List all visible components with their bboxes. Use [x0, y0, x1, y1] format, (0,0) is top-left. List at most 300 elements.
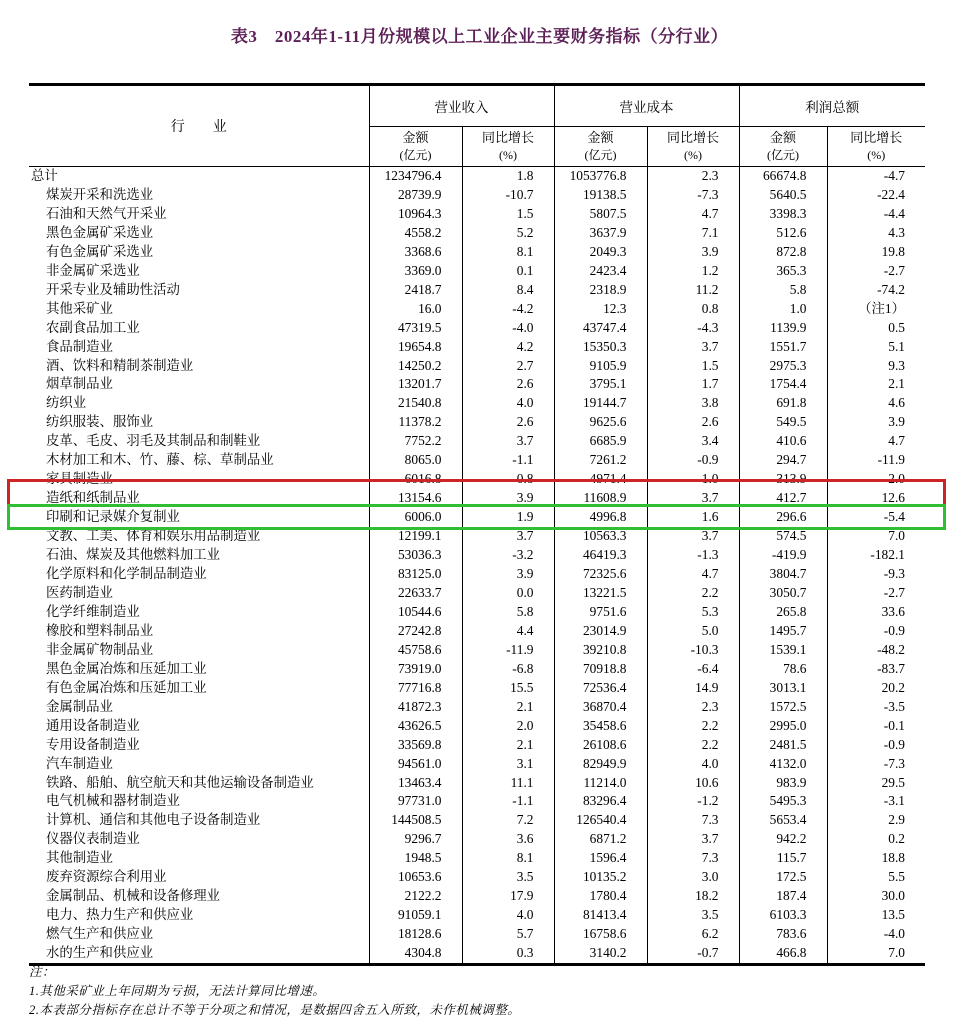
value-cell: 3.7 — [647, 489, 739, 508]
value-cell: 3637.9 — [554, 224, 647, 243]
industry-name: 石油和天然气开采业 — [29, 205, 369, 224]
value-cell: -419.9 — [739, 546, 827, 565]
value-cell: 2481.5 — [739, 736, 827, 755]
value-cell: 172.5 — [739, 868, 827, 887]
table-row — [29, 357, 925, 376]
value-cell: -7.3 — [647, 186, 739, 205]
value-cell: 5.0 — [647, 622, 739, 641]
value-cell: -0.1 — [883, 717, 905, 733]
value-cell: 28739.9 — [369, 186, 462, 205]
table-row — [29, 489, 925, 508]
value-cell: -4.4 — [883, 205, 905, 221]
value-cell: -48.2 — [877, 641, 905, 657]
footnotes — [29, 963, 520, 1020]
value-cell: 46419.3 — [554, 546, 647, 565]
value-cell: 3.5 — [647, 906, 739, 925]
value-cell: 3.8 — [647, 394, 739, 413]
value-cell: 7.1 — [647, 224, 739, 243]
value-cell: 4304.8 — [369, 944, 462, 964]
table-row — [29, 679, 925, 698]
value-cell: 313.9 — [739, 470, 827, 489]
value-cell: 33.6 — [881, 603, 905, 619]
value-cell: 5.2 — [462, 224, 554, 243]
value-cell: 2.1 — [462, 736, 554, 755]
industry-name: 印刷和记录媒介复制业 — [29, 508, 369, 527]
industry-name: 计算机、通信和其他电子设备制造业 — [29, 811, 369, 830]
value-cell: 45758.6 — [369, 641, 462, 660]
value-cell: 16758.6 — [554, 925, 647, 944]
column-header-revenue-growth — [462, 127, 554, 167]
value-cell: 4996.8 — [554, 508, 647, 527]
value-cell: 410.6 — [739, 432, 827, 451]
value-cell: 4.0 — [462, 394, 554, 413]
value-cell: 2.6 — [462, 375, 554, 394]
value-cell: 16.0 — [369, 300, 462, 319]
value-cell: 2122.2 — [369, 887, 462, 906]
value-cell: -4.3 — [647, 319, 739, 338]
value-cell: 20.2 — [881, 679, 905, 695]
table-title: 表3 2024年1-11月份规模以上工业企业主要财务指标（分行业） — [230, 27, 729, 46]
value-cell: -10.7 — [462, 186, 554, 205]
value-cell: -2.7 — [883, 584, 905, 600]
table-row — [29, 925, 925, 944]
value-cell: 3795.1 — [554, 375, 647, 394]
value-cell: 13463.4 — [369, 774, 462, 793]
industry-name: 通用设备制造业 — [29, 717, 369, 736]
value-cell: 11.2 — [647, 281, 739, 300]
value-cell: 783.6 — [739, 925, 827, 944]
table-body — [29, 167, 925, 965]
value-cell: -1.2 — [647, 792, 739, 811]
value-cell: 6006.0 — [369, 508, 462, 527]
table-row — [29, 736, 925, 755]
value-cell: -6.8 — [462, 660, 554, 679]
value-cell: -0.7 — [647, 944, 739, 964]
value-cell: 126540.4 — [554, 811, 647, 830]
value-cell: 0.2 — [888, 831, 905, 847]
value-cell: 549.5 — [739, 413, 827, 432]
value-cell: 3140.2 — [554, 944, 647, 964]
value-cell: 19654.8 — [369, 338, 462, 357]
value-cell: 8.1 — [462, 849, 554, 868]
sub-unit: (亿元) — [584, 148, 617, 162]
table-row — [29, 262, 925, 281]
footnote-item: 2.本表部分指标存在总计不等于分项之和情况，是数据四舍五入所致，未作机械调整。 — [29, 1003, 521, 1017]
industry-name: 橡胶和塑料制品业 — [29, 622, 369, 641]
industry-name: 其他制造业 — [29, 849, 369, 868]
table-container — [29, 83, 925, 966]
value-cell: 26108.6 — [554, 736, 647, 755]
value-cell: 10653.6 — [369, 868, 462, 887]
value-cell: 3398.3 — [739, 205, 827, 224]
table-row — [29, 243, 925, 262]
value-cell: 1.5 — [462, 205, 554, 224]
value-cell: 8065.0 — [369, 451, 462, 470]
column-header-profit-growth — [827, 127, 925, 167]
table-row — [29, 451, 925, 470]
value-cell: 5807.5 — [554, 205, 647, 224]
value-cell: （注1） — [858, 300, 905, 316]
value-cell: -1.1 — [462, 792, 554, 811]
table-row — [29, 906, 925, 925]
value-cell: 512.6 — [739, 224, 827, 243]
industry-name: 开采专业及辅助性活动 — [29, 281, 369, 300]
value-cell: 14.9 — [647, 679, 739, 698]
table-row — [29, 887, 925, 906]
value-cell: 66674.8 — [739, 167, 827, 186]
value-cell: 2.9 — [888, 812, 905, 828]
value-cell: 10135.2 — [554, 868, 647, 887]
industry-name: 专用设备制造业 — [29, 736, 369, 755]
table-row — [29, 527, 925, 546]
sub-unit: (%) — [684, 148, 702, 162]
industry-name: 燃气生产和供应业 — [29, 925, 369, 944]
value-cell: 18128.6 — [369, 925, 462, 944]
industry-name: 仪器仪表制造业 — [29, 830, 369, 849]
value-cell: -11.9 — [462, 641, 554, 660]
table-row — [29, 622, 925, 641]
value-cell: 36870.4 — [554, 698, 647, 717]
table-row — [29, 717, 925, 736]
table-row — [29, 774, 925, 793]
value-cell: 2975.3 — [739, 357, 827, 376]
value-cell: 1948.5 — [369, 849, 462, 868]
value-cell: 11378.2 — [369, 413, 462, 432]
table-row — [29, 281, 925, 300]
industry-name: 木材加工和木、竹、藤、棕、草制品业 — [29, 451, 369, 470]
value-cell: 2049.3 — [554, 243, 647, 262]
value-cell: 41872.3 — [369, 698, 462, 717]
industry-name: 其他采矿业 — [29, 300, 369, 319]
table-row — [29, 792, 925, 811]
value-cell: 10964.3 — [369, 205, 462, 224]
table-row — [29, 603, 925, 622]
value-cell: 3013.1 — [739, 679, 827, 698]
value-cell: 1551.7 — [739, 338, 827, 357]
industry-name: 煤炭开采和洗选业 — [29, 186, 369, 205]
value-cell: -4.0 — [462, 319, 554, 338]
value-cell: 97731.0 — [369, 792, 462, 811]
value-cell: 13221.5 — [554, 584, 647, 603]
value-cell: 2418.7 — [369, 281, 462, 300]
value-cell: 30.0 — [881, 888, 905, 904]
industry-name: 汽车制造业 — [29, 755, 369, 774]
value-cell: 2.6 — [647, 413, 739, 432]
table-row — [29, 167, 925, 186]
value-cell: -10.3 — [647, 641, 739, 660]
value-cell: 47319.5 — [369, 319, 462, 338]
table-row — [29, 811, 925, 830]
value-cell: 23014.9 — [554, 622, 647, 641]
value-cell: 15.5 — [462, 679, 554, 698]
value-cell: 1.8 — [462, 167, 554, 186]
value-cell: 13.5 — [881, 907, 905, 923]
value-cell: 7752.2 — [369, 432, 462, 451]
table-row — [29, 546, 925, 565]
footnote-item: 1.其他采矿业上年同期为亏损，无法计算同比增速。 — [29, 984, 326, 998]
table-row — [29, 641, 925, 660]
sub-unit: (%) — [867, 148, 886, 162]
value-cell: -4.2 — [462, 300, 554, 319]
value-cell: 70918.8 — [554, 660, 647, 679]
value-cell: 4.6 — [888, 395, 905, 411]
table-row — [29, 584, 925, 603]
value-cell: 1780.4 — [554, 887, 647, 906]
industry-name: 纺织服装、服饰业 — [29, 413, 369, 432]
value-cell: 3.1 — [462, 755, 554, 774]
industry-name: 医药制造业 — [29, 584, 369, 603]
value-cell: 82949.9 — [554, 755, 647, 774]
value-cell: 4.7 — [647, 205, 739, 224]
value-cell: 7.0 — [888, 945, 905, 961]
industry-name: 农副食品加工业 — [29, 319, 369, 338]
value-cell: 10.6 — [647, 774, 739, 793]
industry-name: 金属制品、机械和设备修理业 — [29, 887, 369, 906]
table-row — [29, 432, 925, 451]
value-cell: 574.5 — [739, 527, 827, 546]
value-cell: 4558.2 — [369, 224, 462, 243]
value-cell: 2.3 — [647, 698, 739, 717]
value-cell: 5.5 — [888, 869, 905, 885]
value-cell: 12199.1 — [369, 527, 462, 546]
value-cell: 7.0 — [888, 528, 905, 544]
table-header — [29, 85, 925, 167]
value-cell: 3.9 — [462, 489, 554, 508]
table-row — [29, 508, 925, 527]
value-cell: 10563.3 — [554, 527, 647, 546]
value-cell: 19.8 — [881, 243, 905, 259]
value-cell: 466.8 — [739, 944, 827, 964]
value-cell: 83296.4 — [554, 792, 647, 811]
column-group-profit: 利润总额 — [739, 85, 925, 127]
industry-name: 铁路、船舶、航空航天和其他运输设备制造业 — [29, 774, 369, 793]
industry-name: 皮革、毛皮、羽毛及其制品和制鞋业 — [29, 432, 369, 451]
value-cell: 187.4 — [739, 887, 827, 906]
value-cell: -3.1 — [883, 793, 905, 809]
column-header-cost-growth — [647, 127, 739, 167]
value-cell: 22633.7 — [369, 584, 462, 603]
industry-name: 食品制造业 — [29, 338, 369, 357]
industry-name: 家具制造业 — [29, 470, 369, 489]
value-cell: -0.9 — [883, 736, 905, 752]
value-cell: 872.8 — [739, 243, 827, 262]
value-cell: 3368.6 — [369, 243, 462, 262]
value-cell: 0.0 — [462, 584, 554, 603]
value-cell: 4.7 — [647, 565, 739, 584]
value-cell: 3.7 — [462, 527, 554, 546]
value-cell: 9625.6 — [554, 413, 647, 432]
table-row — [29, 868, 925, 887]
value-cell: 11.1 — [462, 774, 554, 793]
value-cell: 17.9 — [462, 887, 554, 906]
value-cell: 115.7 — [739, 849, 827, 868]
value-cell: 12.6 — [881, 490, 905, 506]
value-cell: 18.8 — [881, 850, 905, 866]
value-cell: 18.2 — [647, 887, 739, 906]
value-cell: 3.5 — [462, 868, 554, 887]
value-cell: 8.1 — [462, 243, 554, 262]
value-cell: 29.5 — [881, 774, 905, 790]
value-cell: 2.1 — [462, 698, 554, 717]
industry-name: 非金属矿采选业 — [29, 262, 369, 281]
value-cell: -9.3 — [883, 566, 905, 582]
value-cell: -4.0 — [883, 926, 905, 942]
value-cell: 3.7 — [647, 527, 739, 546]
industry-name: 非金属矿物制品业 — [29, 641, 369, 660]
value-cell: 43747.4 — [554, 319, 647, 338]
value-cell: 5495.3 — [739, 792, 827, 811]
value-cell: 3.9 — [888, 414, 905, 430]
industry-name: 水的生产和供应业 — [29, 944, 369, 964]
value-cell: 365.3 — [739, 262, 827, 281]
industry-name: 酒、饮料和精制茶制造业 — [29, 357, 369, 376]
group-header-row — [29, 85, 925, 127]
sub-unit: (%) — [499, 148, 517, 162]
value-cell: 33569.8 — [369, 736, 462, 755]
value-cell: 9105.9 — [554, 357, 647, 376]
value-cell: 3.0 — [647, 868, 739, 887]
value-cell: -182.1 — [870, 547, 905, 563]
value-cell: 27242.8 — [369, 622, 462, 641]
value-cell: 1.0 — [739, 300, 827, 319]
value-cell: 43626.5 — [369, 717, 462, 736]
value-cell: 2.1 — [888, 376, 905, 392]
value-cell: 19138.5 — [554, 186, 647, 205]
value-cell: 72325.6 — [554, 565, 647, 584]
value-cell: 91059.1 — [369, 906, 462, 925]
value-cell: 11214.0 — [554, 774, 647, 793]
table-row — [29, 698, 925, 717]
value-cell: 1.6 — [647, 508, 739, 527]
value-cell: 2.0 — [462, 717, 554, 736]
value-cell: 2.2 — [647, 736, 739, 755]
value-cell: 6.2 — [647, 925, 739, 944]
value-cell: -2.7 — [883, 262, 905, 278]
table-row — [29, 413, 925, 432]
value-cell: 94561.0 — [369, 755, 462, 774]
value-cell: 9296.7 — [369, 830, 462, 849]
industry-name: 有色金属冶炼和压延加工业 — [29, 679, 369, 698]
value-cell: 2.7 — [462, 357, 554, 376]
value-cell: -1.1 — [462, 451, 554, 470]
value-cell: 7.2 — [462, 811, 554, 830]
table-row — [29, 319, 925, 338]
sub-label: 同比增长 — [481, 130, 534, 145]
value-cell: 5.3 — [647, 603, 739, 622]
value-cell: 5.1 — [888, 338, 905, 354]
value-cell: -4.7 — [883, 168, 905, 183]
value-cell: 11608.9 — [554, 489, 647, 508]
value-cell: 78.6 — [739, 660, 827, 679]
value-cell: 294.7 — [739, 451, 827, 470]
value-cell: 983.9 — [739, 774, 827, 793]
value-cell: 4.7 — [888, 433, 905, 449]
value-cell: 7261.2 — [554, 451, 647, 470]
value-cell: -1.3 — [647, 546, 739, 565]
value-cell: 72536.4 — [554, 679, 647, 698]
value-cell: 3369.0 — [369, 262, 462, 281]
value-cell: 1754.4 — [739, 375, 827, 394]
sub-label: 金额 — [587, 130, 614, 145]
value-cell: -0.9 — [883, 622, 905, 638]
value-cell: 0.5 — [888, 319, 905, 335]
value-cell: 3.7 — [647, 338, 739, 357]
value-cell: 9751.6 — [554, 603, 647, 622]
value-cell: 2.0 — [888, 471, 905, 487]
value-cell: 3.9 — [462, 565, 554, 584]
value-cell: 3.9 — [647, 243, 739, 262]
value-cell: -22.4 — [877, 186, 905, 202]
value-cell: 5640.5 — [739, 186, 827, 205]
value-cell: -5.4 — [883, 509, 905, 525]
table-row — [29, 205, 925, 224]
industry-name: 化学原料和化学制品制造业 — [29, 565, 369, 584]
value-cell: 3.4 — [647, 432, 739, 451]
value-cell: 2.3 — [647, 167, 739, 186]
value-cell: 0.1 — [462, 262, 554, 281]
value-cell: -3.5 — [883, 698, 905, 714]
value-cell: 7.3 — [647, 849, 739, 868]
value-cell: 3.7 — [647, 830, 739, 849]
value-cell: -83.7 — [877, 660, 905, 676]
value-cell: 4.2 — [462, 338, 554, 357]
value-cell: 10544.6 — [369, 603, 462, 622]
value-cell: 1495.7 — [739, 622, 827, 641]
value-cell: 1596.4 — [554, 849, 647, 868]
value-cell: 3804.7 — [739, 565, 827, 584]
value-cell: 2995.0 — [739, 717, 827, 736]
table-row — [29, 565, 925, 584]
sub-label: 金额 — [402, 130, 429, 145]
industry-name: 黑色金属矿采选业 — [29, 224, 369, 243]
value-cell: 6685.9 — [554, 432, 647, 451]
value-cell: 1539.1 — [739, 641, 827, 660]
value-cell: 6016.8 — [369, 470, 462, 489]
value-cell: 1.7 — [647, 375, 739, 394]
footnote-label: 注： — [29, 965, 56, 979]
industry-name: 石油、煤炭及其他燃料加工业 — [29, 546, 369, 565]
value-cell: 7.3 — [647, 811, 739, 830]
value-cell: 5653.4 — [739, 811, 827, 830]
value-cell: 1.2 — [647, 262, 739, 281]
industry-name: 纺织业 — [29, 394, 369, 413]
value-cell: 3.7 — [462, 432, 554, 451]
value-cell: 81413.4 — [554, 906, 647, 925]
table-row — [29, 830, 925, 849]
table-row — [29, 186, 925, 205]
sub-unit: (亿元) — [399, 148, 432, 162]
value-cell: 2318.9 — [554, 281, 647, 300]
industry-name: 电气机械和器材制造业 — [29, 792, 369, 811]
value-cell: 2423.4 — [554, 262, 647, 281]
table-row — [29, 224, 925, 243]
column-header-cost-amount — [554, 127, 647, 167]
value-cell: 4132.0 — [739, 755, 827, 774]
value-cell: 73919.0 — [369, 660, 462, 679]
value-cell: 144508.5 — [369, 811, 462, 830]
industry-name: 废弃资源综合利用业 — [29, 868, 369, 887]
sub-label: 同比增长 — [850, 130, 903, 145]
value-cell: 19144.7 — [554, 394, 647, 413]
column-group-revenue: 营业收入 — [369, 85, 554, 127]
value-cell: 1.0 — [647, 470, 739, 489]
value-cell: -11.9 — [877, 452, 905, 468]
table-row — [29, 394, 925, 413]
value-cell: 9.3 — [888, 357, 905, 373]
value-cell: 0.8 — [462, 470, 554, 489]
value-cell: 13201.7 — [369, 375, 462, 394]
column-group-cost: 营业成本 — [554, 85, 739, 127]
